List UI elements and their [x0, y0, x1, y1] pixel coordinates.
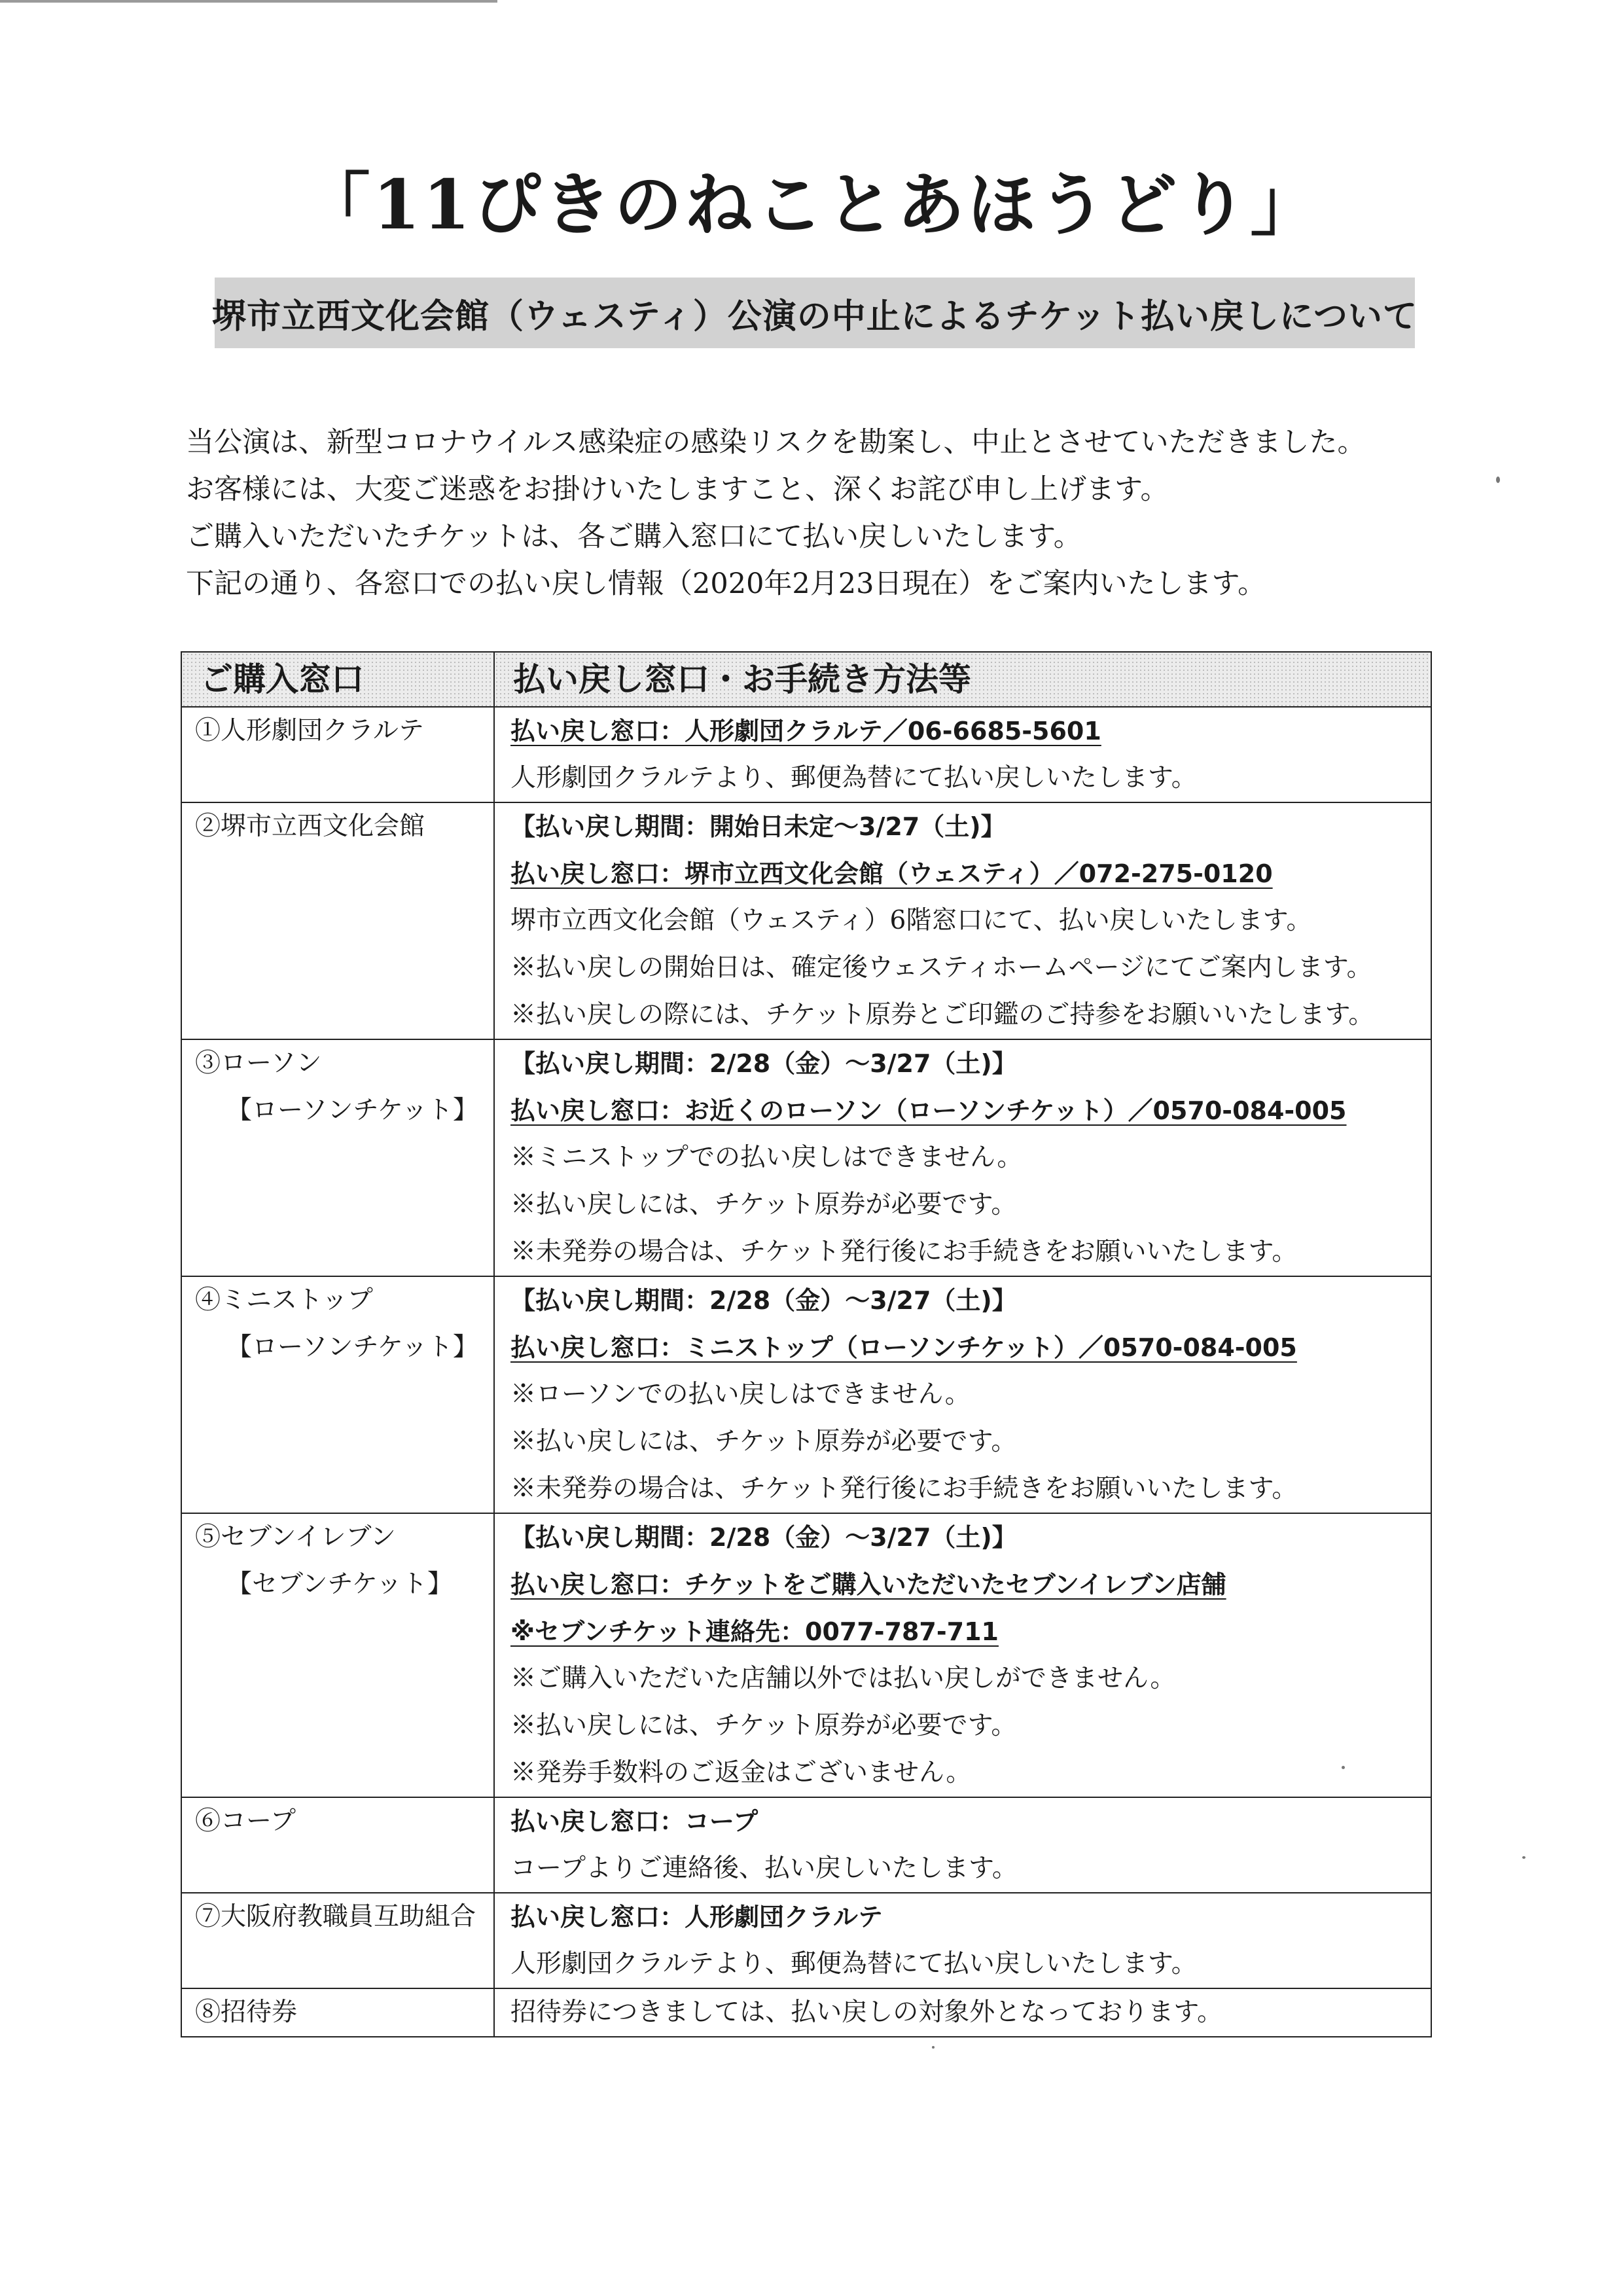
purchase-window-name: ③ローソン — [195, 1049, 322, 1078]
refund-period-line: 【払い戻し期間：2/28（金）～3/27（土)】 — [510, 1523, 1017, 1552]
refund-details-cell — [494, 1039, 1431, 1276]
refund-details-cell — [494, 802, 1431, 1039]
refund-note-line: ※ローソンでの払い戻しはできません。 — [510, 1380, 971, 1409]
refund-window-line: 払い戻し窓口：堺市立西文化会館（ウェスティ）／072-275-0120 — [510, 859, 1273, 888]
refund-note-line: ※払い戻しの開始日は、確定後ウェスティホームページにてご案内します。 — [510, 953, 1372, 982]
document-title: 「11ぴきのねことあほうどり」 — [302, 164, 1321, 245]
subtitle-band — [212, 278, 1418, 348]
purchase-window-cell — [181, 1039, 494, 1276]
refund-details-cell — [494, 707, 1431, 802]
refund-table — [181, 651, 1432, 2037]
purchase-window-cell — [181, 1513, 494, 1797]
purchase-window-name: ⑤セブンイレブン — [195, 1522, 396, 1552]
refund-contact-line: ※セブンチケット連絡先：0077-787-711 — [510, 1617, 999, 1646]
purchase-window-cell — [181, 802, 494, 1039]
refund-details-cell — [494, 1988, 1431, 2037]
purchase-window-name: ①人形劇団クラルテ — [195, 716, 424, 745]
scan-edge-mark — [0, 0, 497, 3]
refund-note-line: ※ミニストップでの払い戻しはできません。 — [510, 1143, 1023, 1172]
refund-window-line: 払い戻し窓口：人形劇団クラルテ — [510, 1903, 883, 1931]
table-row — [181, 1513, 1431, 1797]
refund-period-line: 【払い戻し期間：2/28（金）～3/27（土)】 — [510, 1286, 1017, 1315]
purchase-window-service: 【セブンチケット】 — [226, 1570, 453, 1599]
refund-window-line: 払い戻し窓口：お近くのローソン（ローソンチケット）／0570-084-005 — [510, 1096, 1347, 1125]
scan-speck — [932, 2046, 935, 2049]
intro-line: 下記の通り、各窓口での払い戻し情報（2020年2月23日現在）をご案内いたします。 — [186, 567, 1266, 600]
refund-note-line: ※払い戻しには、チケット原券が必要です。 — [510, 1427, 1017, 1456]
purchase-window-name: ⑦大阪府教職員互助組合 — [195, 1902, 476, 1931]
intro-paragraph — [186, 419, 1469, 607]
document-subtitle: 堺市立西文化会館（ウェスティ）公演の中止によるチケット払い戻しについて — [212, 296, 1418, 336]
purchase-window-service: 【ローソンチケット】 — [226, 1333, 478, 1362]
refund-note-line: ※未発券の場合は、チケット発行後にお手続きをお願いいたします。 — [510, 1237, 1298, 1266]
purchase-window-cell — [181, 707, 494, 802]
scan-speck — [1342, 1766, 1345, 1769]
refund-note-line: 人形劇団クラルテより、郵便為替にて払い戻しいたします。 — [510, 1949, 1197, 1979]
refund-period-line: 【払い戻し期間：開始日未定～3/27（土)】 — [510, 812, 1006, 841]
intro-line: 当公演は、新型コロナウイルス感染症の感染リスクを勘案し、中止とさせていただきました。 — [186, 426, 1366, 459]
purchase-window-cell — [181, 1988, 494, 2037]
intro-line: ご購入いただいたチケットは、各ご購入窓口にて払い戻しいたします。 — [186, 520, 1082, 553]
table-row — [181, 802, 1431, 1039]
table-header-row — [181, 652, 1431, 707]
scan-speck — [1496, 476, 1500, 483]
refund-details-cell — [494, 1893, 1431, 1988]
refund-window-line: 払い戻し窓口：人形劇団クラルテ／06-6685-5601 — [510, 717, 1101, 745]
scan-speck — [1522, 1856, 1525, 1859]
refund-note-line: 招待券につきましては、払い戻しの対象外となっております。 — [510, 1998, 1223, 2027]
refund-window-line: 払い戻し窓口：チケットをご購入いただいたセブンイレブン店舗 — [510, 1570, 1226, 1599]
table-row — [181, 1039, 1431, 1276]
refund-details-cell — [494, 1513, 1431, 1797]
header-purchase-window: ご購入窓口 — [181, 652, 494, 707]
purchase-window-name: ⑥コープ — [195, 1806, 296, 1836]
purchase-window-name: ⑧招待券 — [195, 1998, 298, 2027]
purchase-window-cell — [181, 1893, 494, 1988]
refund-window-line: 払い戻し窓口：ミニストップ（ローソンチケット）／0570-084-005 — [510, 1333, 1297, 1362]
table-row — [181, 1893, 1431, 1988]
intro-line: お客様には、大変ご迷惑をお掛けいたしますこと、深くお詫び申し上げます。 — [186, 473, 1169, 506]
refund-note-line: ※払い戻しには、チケット原券が必要です。 — [510, 1711, 1017, 1740]
purchase-window-name: ④ミニストップ — [195, 1285, 373, 1315]
refund-note-line: ※発券手数料のご返金はございません。 — [510, 1758, 972, 1787]
refund-period-line: 【払い戻し期間：2/28（金）～3/27（土)】 — [510, 1049, 1017, 1078]
header-refund-procedure: 払い戻し窓口・お手続き方法等 — [494, 652, 1431, 707]
table-row — [181, 1988, 1431, 2037]
table-row — [181, 1797, 1431, 1893]
refund-note-line: コープよりご連絡後、払い戻しいたします。 — [510, 1854, 1018, 1883]
purchase-window-service: 【ローソンチケット】 — [226, 1096, 478, 1125]
refund-window-line: 払い戻し窓口：コープ — [510, 1807, 758, 1836]
table-row — [181, 707, 1431, 802]
purchase-window-cell — [181, 1797, 494, 1893]
refund-note-line: 堺市立西文化会館（ウェスティ）6階窓口にて、払い戻しいたします。 — [510, 906, 1312, 935]
refund-details-cell — [494, 1276, 1431, 1513]
refund-note-line: 人形劇団クラルテより、郵便為替にて払い戻しいたします。 — [510, 763, 1197, 793]
refund-note-line: ※ご購入いただいた店舗以外では払い戻しができません。 — [510, 1664, 1176, 1693]
purchase-window-name: ②堺市立西文化会館 — [195, 812, 425, 841]
table-row — [181, 1276, 1431, 1513]
refund-note-line: ※払い戻しの際には、チケット原券とご印鑑のご持参をお願いいたします。 — [510, 1000, 1374, 1030]
refund-note-line: ※払い戻しには、チケット原券が必要です。 — [510, 1190, 1017, 1219]
refund-note-line: ※未発券の場合は、チケット発行後にお手続きをお願いいたします。 — [510, 1474, 1298, 1503]
refund-details-cell — [494, 1797, 1431, 1893]
purchase-window-cell — [181, 1276, 494, 1513]
